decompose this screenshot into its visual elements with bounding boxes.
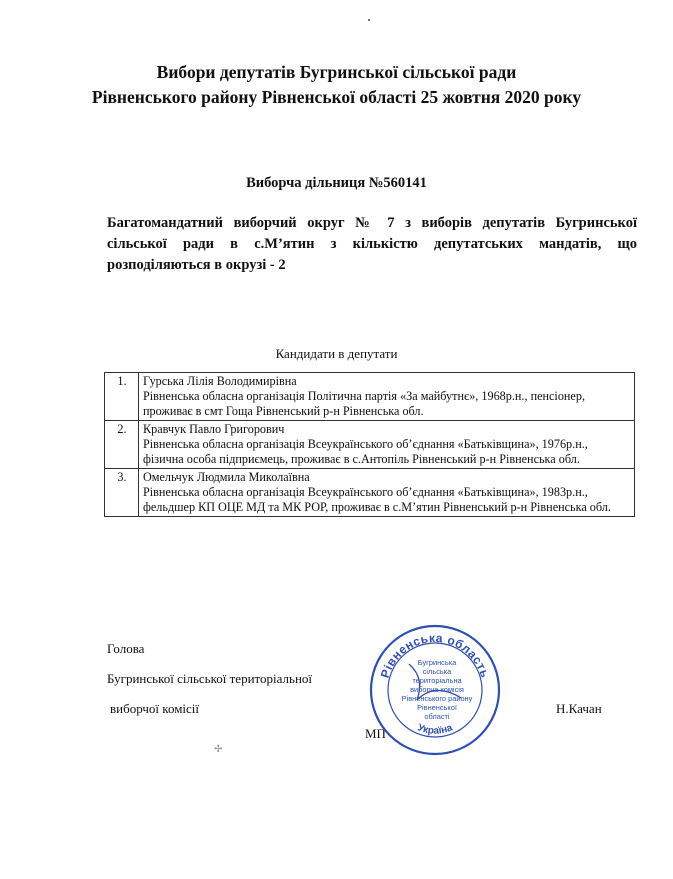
stamp-place-label: МП bbox=[365, 726, 386, 741]
stamp-center-line: Рівненського району bbox=[401, 694, 473, 703]
stamp-center-line: територіальна bbox=[412, 676, 462, 685]
candidate-info bbox=[139, 373, 635, 421]
candidate-number: 2. bbox=[105, 421, 139, 469]
candidate-row bbox=[105, 373, 635, 421]
candidate-name: Кравчук Павло Григорович bbox=[143, 422, 285, 436]
candidates-caption: Кандидати в депутати bbox=[275, 346, 398, 361]
signature-commission-line: Бугринської сільської територіальної bbox=[107, 671, 313, 686]
stamp-center-line: виборча комісія bbox=[410, 685, 464, 694]
signer-name: Н.Качан bbox=[556, 701, 602, 716]
scan-speck bbox=[368, 19, 370, 21]
candidate-number: 3. bbox=[105, 469, 139, 517]
candidate-name: Гурська Лілія Володимирівна bbox=[143, 374, 297, 388]
stamp-ring-bottom-text: Україна bbox=[415, 722, 455, 737]
signature-chair-label: Голова bbox=[107, 641, 145, 656]
candidate-number: 1. bbox=[105, 373, 139, 421]
candidate-details: Рівненська обласна організація Політична партія «За майбутнє», 1968р.н., пенсіонер, проживає в смт Гоща Рівненський р-н Рівненська обл. bbox=[143, 389, 585, 418]
scan-mark: ✢ bbox=[214, 744, 223, 755]
candidate-name: Омельчук Людмила Миколаївна bbox=[143, 470, 310, 484]
candidates-table-body bbox=[105, 373, 635, 517]
signature-commission-line-2: виборчої комісії bbox=[110, 701, 200, 716]
candidate-row bbox=[105, 469, 635, 517]
stamp-center-line: області bbox=[424, 712, 450, 721]
stamp-seal bbox=[365, 620, 505, 760]
stamp-ring-top-text: Рівненська область bbox=[377, 630, 493, 680]
candidate-row bbox=[105, 421, 635, 469]
district-heading: Багатомандатний виборчий округ № 7 з виборів депутатів Бугринської сільської ради в с.М’ятин з кількістю депутатських мандатів, що розподіляються в окрузі - 2 bbox=[107, 215, 637, 273]
candidate-info bbox=[139, 421, 635, 469]
candidates-table bbox=[104, 372, 635, 517]
official-stamp bbox=[365, 620, 505, 765]
candidate-details: Рівненська обласна організація Всеукраїнського об’єднання «Батьківщина», 1976р.н., фізична особа підприємець, проживає в с.Антопіль Рівненський р-н Рівненська обл. bbox=[143, 437, 588, 466]
title-line-1: Вибори депутатів Бугринської сільської ради bbox=[156, 62, 517, 82]
precinct-heading: Виборча дільниця №560141 bbox=[246, 175, 427, 191]
candidate-info bbox=[139, 469, 635, 517]
stamp-center-line: сільська bbox=[422, 667, 452, 676]
stamp-center-line: Бугринська bbox=[417, 658, 457, 667]
candidate-details: Рівненська обласна організація Всеукраїнського об’єднання «Батьківщина», 1983р.н., фельдшер КП ОЦЕ МД та МК РОР, проживає в с.М’ятин Рівненський р-н Рівненська обл. bbox=[143, 485, 611, 514]
stamp-center-line: Рівненської bbox=[417, 703, 457, 712]
document-title bbox=[0, 60, 673, 110]
title-line-2: Рівненського району Рівненської області 25 жовтня 2020 року bbox=[91, 87, 582, 107]
